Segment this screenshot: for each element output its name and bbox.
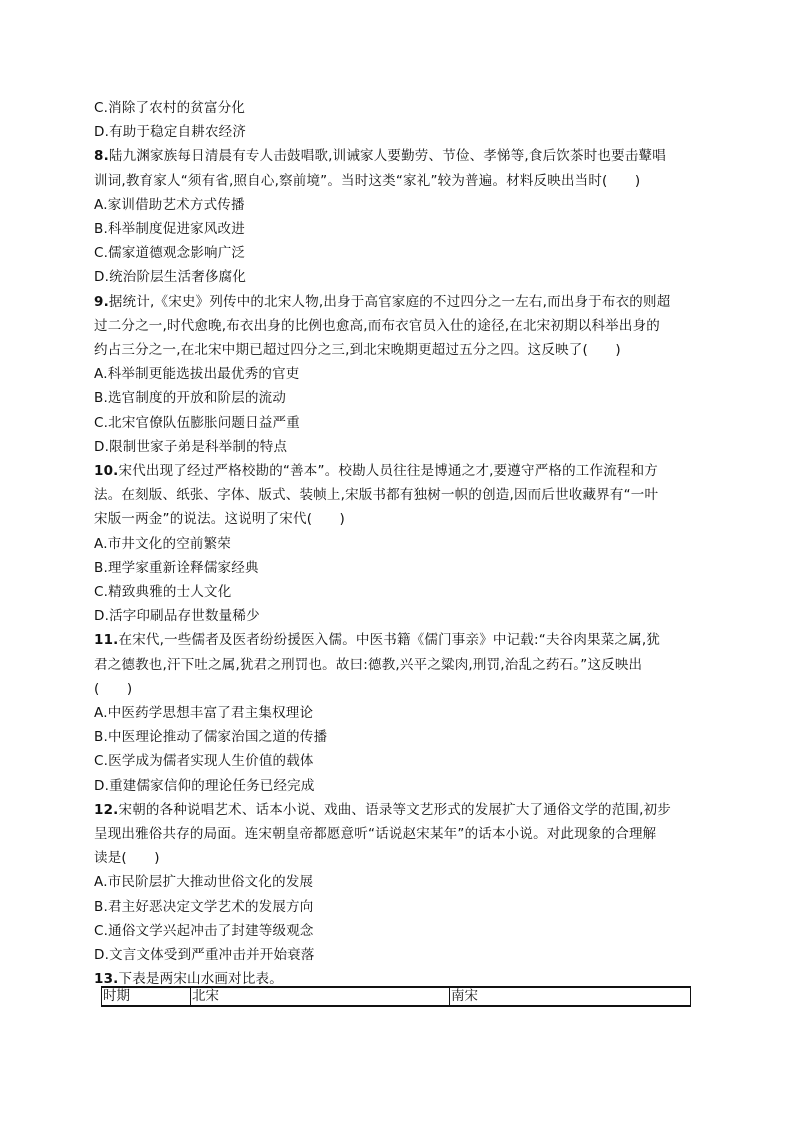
text-line	[94, 556, 694, 580]
question-number: 12.	[94, 801, 119, 818]
question-number: 13.	[94, 971, 119, 988]
text-line	[94, 870, 694, 894]
line-text: 呈现出雅俗共存的局面。连宋朝皇帝都愿意听“话说赵宋某年”的话本小说。对此现象的合理解	[94, 826, 657, 842]
table-header-cell: 南宋	[450, 987, 691, 1006]
line-text: C.通俗文学兴起冲击了封建等级观念	[94, 922, 314, 939]
line-text: ( )	[94, 680, 133, 697]
comparison-table	[101, 986, 691, 1007]
line-text: B.科举制度促进家风改进	[94, 221, 245, 237]
line-text: D.文言文体受到严重冲击并开始衰落	[94, 947, 315, 963]
line-text: C.北宋官僚队伍膨胀问题日益严重	[94, 414, 300, 431]
text-line	[94, 314, 694, 338]
text-line	[94, 217, 694, 241]
line-text: C.消除了农村的贫富分化	[94, 100, 246, 116]
line-text: A.家训借助艺术方式传播	[94, 196, 245, 213]
text-line	[94, 604, 694, 628]
text-line	[94, 338, 694, 362]
text-line	[94, 169, 694, 193]
text-line	[94, 411, 694, 435]
line-text: B.君主好恶决定文学艺术的发展方向	[94, 898, 314, 915]
line-text: 宋朝的各种说唱艺术、话本小说、戏曲、语录等文艺形式的发展扩大了通俗文学的范围,初步	[118, 801, 672, 818]
text-line	[94, 895, 694, 919]
line-text: 读是( )	[94, 850, 160, 867]
text-line	[94, 362, 694, 386]
question-stem-line	[94, 144, 694, 168]
line-text: 君之德教也,汗下吐之属,犹君之刑罚也。故曰:德教,兴平之粱肉,刑罚,治乱之药石。”这反映出	[94, 656, 643, 673]
text-line	[94, 265, 694, 289]
line-text: 在宋代,一些儒者及医者纷纷援医入儒。中医书籍《儒门事亲》中记载:“夫谷肉果菜之属,犹	[118, 632, 661, 649]
line-text: D.活字印刷品存世数量稀少	[94, 608, 260, 625]
line-text: C.精致典雅的士人文化	[94, 584, 232, 600]
text-line	[94, 580, 694, 604]
text-line	[94, 96, 694, 120]
text-line	[94, 701, 694, 725]
question-stem-line	[94, 459, 694, 483]
text-line	[94, 943, 694, 967]
line-text: D.统治阶层生活奢侈腐化	[94, 269, 247, 286]
text-line	[94, 532, 694, 556]
text-line	[94, 725, 694, 749]
line-text: A.市民阶层扩大推动世俗文化的发展	[94, 874, 314, 891]
line-text: 下表是两宋山水画对比表。	[118, 971, 283, 988]
text-line	[94, 774, 694, 798]
text-line	[94, 653, 694, 677]
text-line	[94, 483, 694, 507]
text-line	[94, 193, 694, 217]
table-header-cell: 北宋	[191, 987, 450, 1006]
line-text: B.理学家重新诠释儒家经典	[94, 559, 259, 576]
text-line	[94, 919, 694, 943]
line-text: A.中医药学思想丰富了君主集权理论	[94, 705, 314, 721]
line-text: 法。在刻版、纸张、字体、版式、装帧上,宋版书都有独树一帜的创造,因而后世收藏界有“一叶	[94, 487, 659, 504]
line-text: A.市井文化的空前繁荣	[94, 535, 231, 552]
question-number: 11.	[94, 632, 119, 649]
line-text: B.中医理论推动了儒家治国之道的传播	[94, 729, 328, 746]
question-stem-line	[94, 290, 694, 314]
text-line	[94, 846, 694, 870]
line-text: D.有助于稳定自耕农经济	[94, 124, 247, 141]
question-number: 9.	[94, 293, 109, 310]
text-line	[94, 241, 694, 265]
line-text: C.医学成为儒者实现人生价值的载体	[94, 753, 314, 770]
line-text: D.重建儒家信仰的理论任务已经完成	[94, 777, 315, 794]
line-text: D.限制世家子弟是科举制的特点	[94, 438, 288, 455]
question-stem-line	[94, 798, 694, 822]
line-text: 过二分之一,时代愈晚,布衣出身的比例也愈高,而布衣官员入仕的途径,在北宋初期以科举出身的	[94, 317, 660, 334]
line-text: 宋版一两金”的说法。这说明了宋代( )	[94, 511, 346, 528]
text-line	[94, 435, 694, 459]
text-line	[94, 677, 694, 701]
line-text: 据统计,《宋史》列传中的北宋人物,出身于高官家庭的不过四分之一左右,而出身于布衣的则超	[108, 293, 671, 310]
line-text: A.科举制更能选拔出最优秀的官吏	[94, 366, 300, 383]
line-text: 约占三分之一,在北宋中期已超过四分之三,到北宋晚期更超过五分之四。这反映了( )	[94, 342, 621, 358]
line-text: 宋代出现了经过严格校勘的“善本”。校勘人员往往是博通之才,要遵守严格的工作流程和方	[118, 463, 658, 479]
table-header-row	[102, 987, 691, 1006]
question-stem-line	[94, 628, 694, 652]
line-text: C.儒家道德观念影响广泛	[94, 245, 246, 262]
question-number: 8.	[94, 148, 109, 165]
table-header-cell: 时期	[102, 987, 191, 1006]
line-text: 陆九渊家族每日清晨有专人击鼓唱歌,训诫家人要勤劳、节俭、孝悌等,食后饮茶时也要击鼙唱	[108, 148, 666, 165]
line-text: B.选官制度的开放和阶层的流动	[94, 390, 287, 407]
text-line	[94, 507, 694, 531]
line-text: 训词,教育家人“须有省,照自心,察前境”。当时这类“家礼”较为普遍。材料反映出当时( )	[94, 172, 641, 189]
text-line	[94, 822, 694, 846]
question-number: 10.	[94, 463, 119, 479]
text-line	[94, 749, 694, 773]
text-line	[94, 120, 694, 144]
text-line	[94, 386, 694, 410]
